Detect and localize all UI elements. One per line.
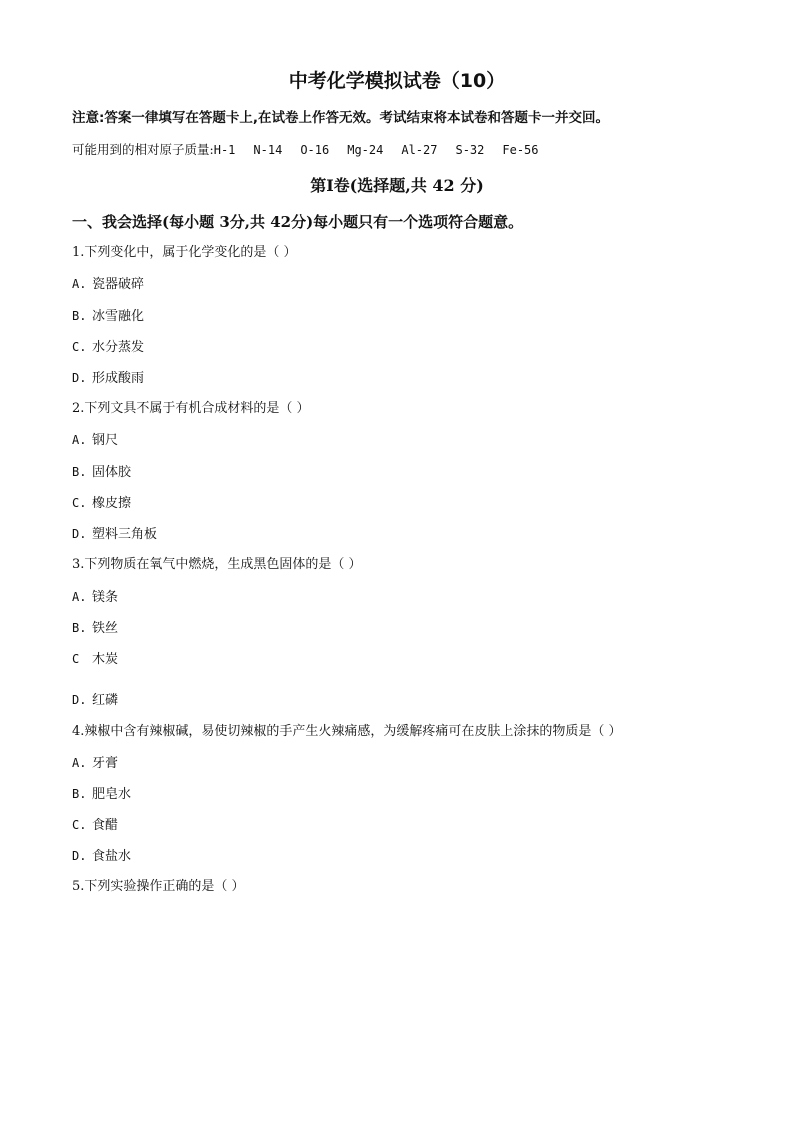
option-text: 冰雪融化 xyxy=(92,309,145,324)
question-1-stem: 1.下列变化中，属于化学变化的是（ ） xyxy=(72,245,297,260)
question-1-option-a xyxy=(72,274,144,295)
option-letter: D. xyxy=(72,849,87,863)
question-2-option-b xyxy=(72,462,131,483)
option-text: 木炭 xyxy=(92,652,119,667)
option-text: 固体胶 xyxy=(92,465,132,480)
atomic-mass-h: H-1 xyxy=(213,143,236,157)
option-text: 铁丝 xyxy=(92,621,119,636)
option-text: 食盐水 xyxy=(92,849,132,864)
question-3-option-b xyxy=(72,618,118,639)
option-letter: C. xyxy=(72,818,87,832)
option-letter: B. xyxy=(72,787,87,801)
question-5-stem: 5.下列实验操作正确的是（ ） xyxy=(72,879,245,894)
atomic-mass-al: Al-27 xyxy=(401,143,438,157)
question-2-option-c xyxy=(72,493,131,514)
question-4-option-b xyxy=(72,784,131,805)
atomic-mass-o: O-16 xyxy=(300,143,330,157)
option-letter: A. xyxy=(72,756,87,770)
option-letter: C. xyxy=(72,496,87,510)
option-letter: A. xyxy=(72,433,87,447)
section-title: 第Ⅰ卷(选择题,共 42 分) xyxy=(310,176,484,195)
question-2-stem: 2.下列文具不属于有机合成材料的是（ ） xyxy=(72,401,310,416)
option-letter: A. xyxy=(72,277,87,291)
option-letter: A. xyxy=(72,590,87,604)
option-text: 橡皮擦 xyxy=(92,496,132,511)
option-text: 水分蒸发 xyxy=(92,340,145,355)
question-1-option-b xyxy=(72,306,144,327)
option-letter: B. xyxy=(72,465,87,479)
atomic-mass-mg: Mg-24 xyxy=(347,143,384,157)
option-text: 形成酸雨 xyxy=(92,371,145,386)
option-text: 镁条 xyxy=(92,590,119,605)
option-letter: B. xyxy=(72,621,87,635)
question-4-option-a xyxy=(72,753,118,774)
question-3-option-a xyxy=(72,587,118,608)
option-text: 钢尺 xyxy=(92,433,119,448)
question-1-option-c xyxy=(72,337,144,358)
question-4-option-d xyxy=(72,846,131,867)
atomic-mass-fe: Fe-56 xyxy=(502,143,539,157)
question-3-option-c xyxy=(72,649,118,670)
option-text: 瓷器破碎 xyxy=(92,277,145,292)
question-2-option-d xyxy=(72,524,157,545)
option-text: 食醋 xyxy=(92,818,119,833)
exam-notice: 注意:答案一律填写在答题卡上,在试卷上作答无效。考试结束将本试卷和答题卡一并交回。 xyxy=(72,110,610,126)
option-letter: C xyxy=(72,652,80,666)
option-text: 塑料三角板 xyxy=(92,527,158,542)
question-3-option-d xyxy=(72,690,118,711)
option-letter: D. xyxy=(72,527,87,541)
part-title: 一、我会选择(每小题 3分,共 42分)每小题只有一个选项符合题意。 xyxy=(72,213,524,231)
option-letter: D. xyxy=(72,371,87,385)
question-2-option-a xyxy=(72,430,118,451)
exam-title: 中考化学模拟试卷（10） xyxy=(288,70,506,92)
question-4-stem: 4.辣椒中含有辣椒碱，易使切辣椒的手产生火辣痛感，为缓解疼痛可在皮肤上涂抹的物质是（ ） xyxy=(72,724,622,739)
option-text: 肥皂水 xyxy=(92,787,132,802)
atomic-masses-label: 可能用到的相对原子质量: xyxy=(72,142,214,157)
option-letter: C. xyxy=(72,340,87,354)
option-text: 牙膏 xyxy=(92,756,119,771)
option-letter: B. xyxy=(72,309,87,323)
question-4-option-c xyxy=(72,815,118,836)
question-3-stem: 3.下列物质在氧气中燃烧，生成黑色固体的是（ ） xyxy=(72,557,362,572)
option-text: 红磷 xyxy=(92,693,119,708)
atomic-masses-line xyxy=(72,140,539,160)
atomic-mass-s: S-32 xyxy=(455,143,485,157)
question-1-option-d xyxy=(72,368,144,389)
option-letter: D. xyxy=(72,693,87,707)
atomic-mass-n: N-14 xyxy=(253,143,283,157)
